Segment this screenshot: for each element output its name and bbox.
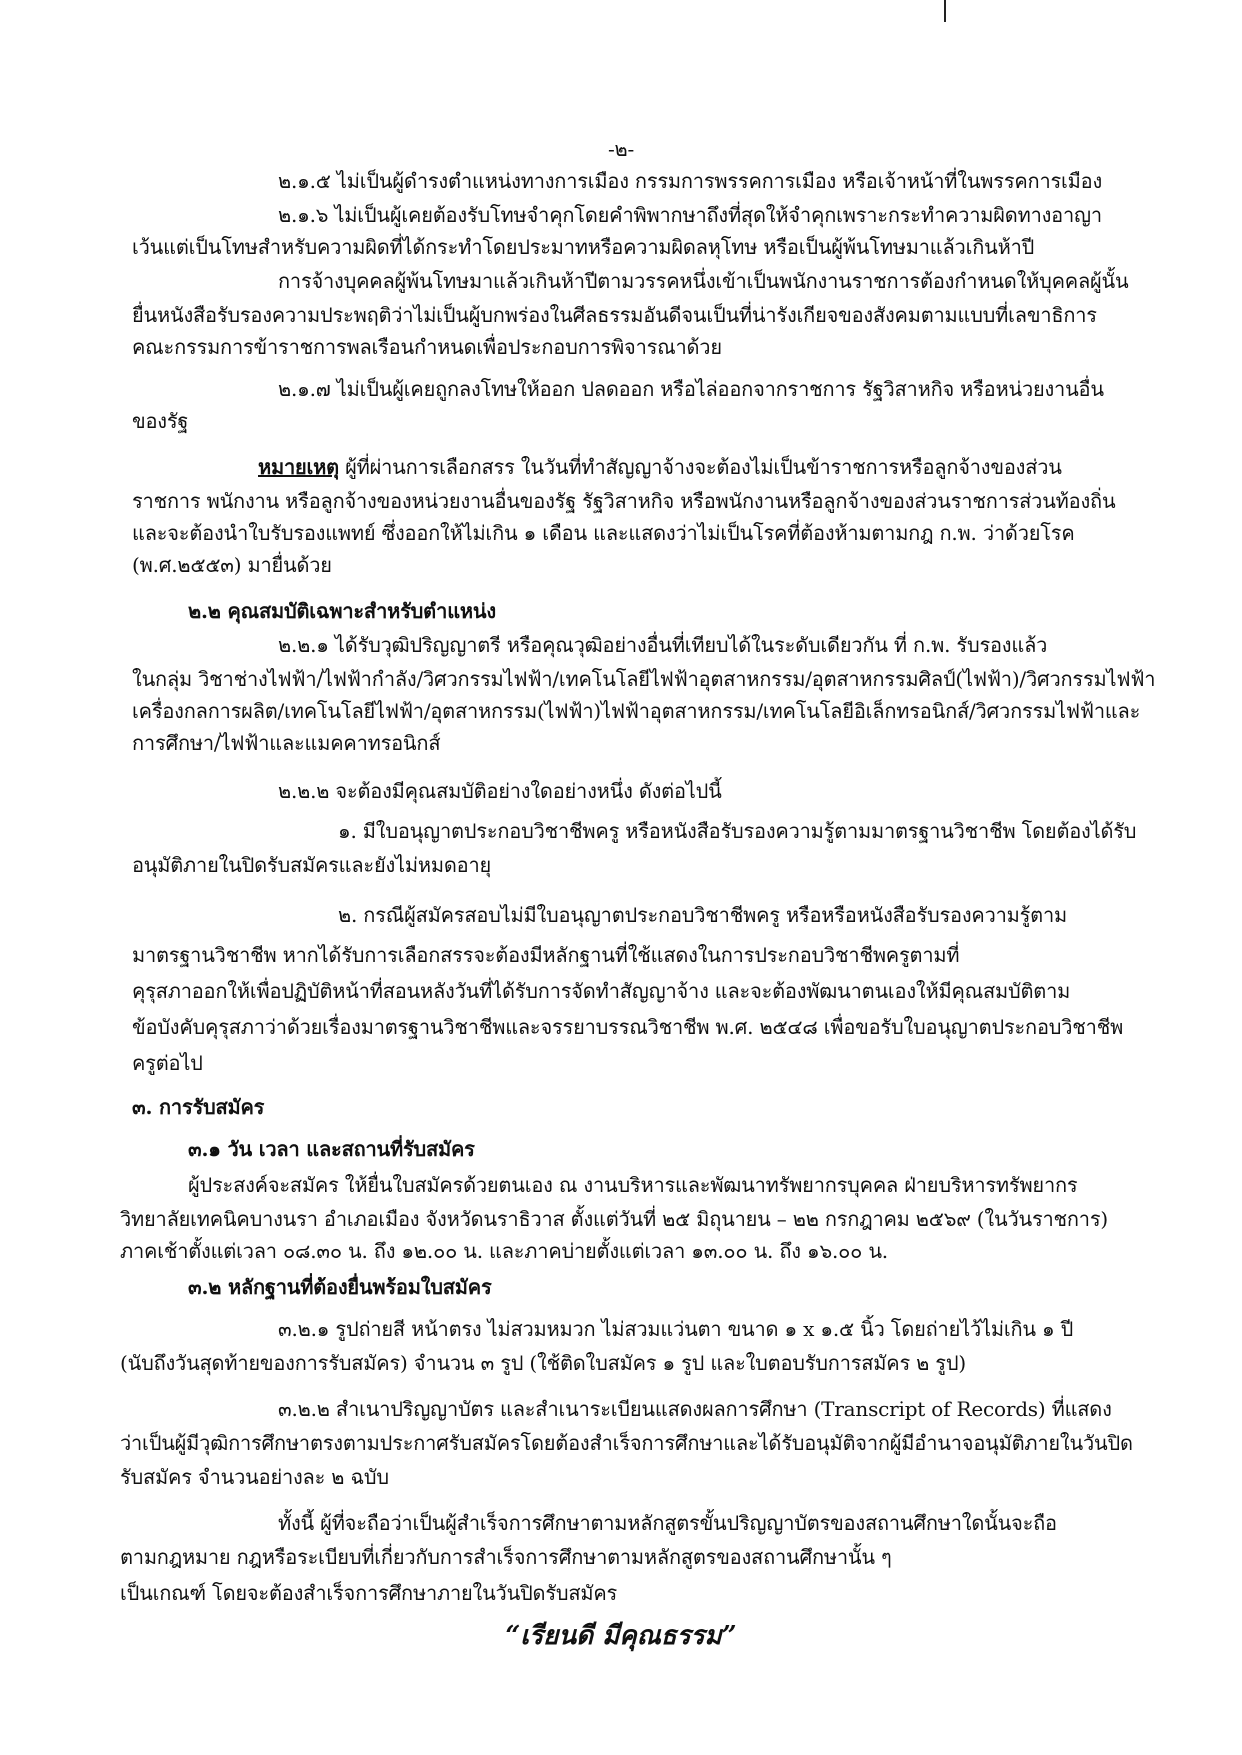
note-cont: ราชการ พนักงาน หรือลูกจ้างของหน่วยงานอื่นของรัฐ รัฐวิสาหกิจ หรือพนักงานหรือลูกจ้างของส่วนราชการส่วนท้องถิ่น bbox=[132, 489, 1116, 513]
item-3-1-text: ผู้ประสงค์จะสมัคร ให้ยื่นใบสมัครด้วยตนเอง ณ งานบริหารและพัฒนาทรัพยากรบุคคล ฝ่ายบริหารทรัพยากร bbox=[188, 1173, 1078, 1197]
item-2-2-1-cont: เครื่องกลการผลิต/เทคโนโลยีไฟฟ้า/อุตสาหกรรม(ไฟฟ้า)ไฟฟ้าอุตสาหกรรม/เทคโนโลยีอิเล็กทรอนิกส์/วิศวกรรมไฟฟ้าและ bbox=[132, 699, 1141, 723]
paragraph-line: การจ้างบุคคลผู้พ้นโทษมาแล้วเกินห้าปีตามวรรคหนึ่งเข้าเป็นพนักงานราชการต้องกำหนดให้บุคคลผู้นั้น bbox=[278, 269, 1129, 293]
heading-2-2: ๒.๒ คุณสมบัติเฉพาะสำหรับตำแหน่ง bbox=[188, 599, 496, 623]
item-3-2-2: ๓.๒.๒ สำเนาปริญญาบัตร และสำเนาระเบียนแสดงผลการศึกษา (Transcript of Records) ที่แสดง bbox=[278, 1397, 1112, 1421]
item-3-2-1-cont: (นับถึงวันสุดท้ายของการรับสมัคร) จำนวน ๓ รูป (ใช้ติดใบสมัคร ๑ รูป และใบตอบรับการสมัคร ๒ รูป) bbox=[120, 1351, 966, 1375]
closing-paragraph-cont: ตามกฎหมาย กฎหรือระเบียบที่เกี่ยวกับการสำเร็จการศึกษาตามหลักสูตรของสถานศึกษานั้น ๆ bbox=[120, 1545, 892, 1569]
sub-item-1-cont: อนุมัติภายในปิดรับสมัครและยังไม่หมดอายุ bbox=[132, 853, 491, 877]
item-2-1-6: ๒.๑.๖ ไม่เป็นผู้เคยต้องรับโทษจำคุกโดยคำพิพากษาถึงที่สุดให้จำคุกเพราะกระทำความผิดทางอาญา bbox=[278, 203, 1102, 227]
sub-item-2-cont: ข้อบังคับคุรุสภาว่าด้วยเรื่องมาตรฐานวิชาชีพและจรรยาบรรณวิชาชีพ พ.ศ. ๒๕๔๘ เพื่อขอรับใบอนุญาตประกอบวิชาชีพ bbox=[132, 1015, 1124, 1039]
note-label: หมายเหตุ bbox=[258, 455, 339, 479]
sub-item-2-cont: คุรุสภาออกให้เพื่อปฏิบัติหน้าที่สอนหลังวันที่ได้รับการจัดทำสัญญาจ้าง และจะต้องพัฒนาตนเองให้มีคุณสมบัติตาม bbox=[132, 979, 1071, 1003]
item-2-2-2: ๒.๒.๒ จะต้องมีคุณสมบัติอย่างใดอย่างหนึ่ง ดังต่อไปนี้ bbox=[278, 779, 722, 803]
motto: “เรียนดี มีคุณธรรม” bbox=[505, 1621, 737, 1651]
item-2-2-1-cont: ในกลุ่ม วิชาช่างไฟฟ้า/ไฟฟ้ากำลัง/วิศวกรรมไฟฟ้า/เทคโนโลยีไฟฟ้าอุตสาหกรรม/อุตสาหกรรมศิลป์(ไฟฟ้า)/วิศวกรรมไฟฟ้า bbox=[132, 667, 1156, 691]
closing-paragraph-cont: เป็นเกณฑ์ โดยจะต้องสำเร็จการศึกษาภายในวันปิดรับสมัคร bbox=[120, 1581, 618, 1605]
item-2-1-6-cont: เว้นแต่เป็นโทษสำหรับความผิดที่ได้กระทำโดยประมาทหรือความผิดลหุโทษ หรือเป็นผู้พ้นโทษมาแล้วเกินห้าปี bbox=[132, 235, 1035, 259]
heading-3-2: ๓.๒ หลักฐานที่ต้องยื่นพร้อมใบสมัคร bbox=[188, 1275, 492, 1299]
closing-paragraph: ทั้งนี้ ผู้ที่จะถือว่าเป็นผู้สำเร็จการศึกษาตามหลักสูตรขั้นปริญญาบัตรของสถานศึกษาใดนั้นจะถือ bbox=[278, 1511, 1057, 1535]
sub-item-2: ๒. กรณีผู้สมัครสอบไม่มีใบอนุญาตประกอบวิชาชีพครู หรือหรือหนังสือรับรองความรู้ตาม bbox=[338, 903, 1067, 927]
paragraph-line: ยื่นหนังสือรับรองความประพฤติว่าไม่เป็นผู้บกพร่องในศีลธรรมอันดีจนเป็นที่น่ารังเกียจของสังคมตามแบบที่เลขาธิการ bbox=[132, 303, 1097, 327]
item-3-2-1: ๓.๒.๑ รูปถ่ายสี หน้าตรง ไม่สวมหมวก ไม่สวมแว่นตา ขนาด ๑ x ๑.๕ นิ้ว โดยถ่ายไว้ไม่เกิน ๑ ปี bbox=[278, 1317, 1074, 1341]
item-2-2-1-cont: การศึกษา/ไฟฟ้าและแมคคาทรอนิกส์ bbox=[132, 731, 441, 755]
sub-item-2-cont: ครูต่อไป bbox=[132, 1051, 203, 1075]
item-3-1-cont: ภาคเช้าตั้งแต่เวลา ๐๘.๓๐ น. ถึง ๑๒.๐๐ น. และภาคบ่ายตั้งแต่เวลา ๑๓.๐๐ น. ถึง ๑๖.๐๐ น. bbox=[120, 1239, 888, 1263]
item-2-1-7-cont: ของรัฐ bbox=[132, 409, 189, 433]
sub-item-2-cont: มาตรฐานวิชาชีพ หากได้รับการเลือกสรรจะต้องมีหลักฐานที่ใช้แสดงในการประกอบวิชาชีพครูตามที่ bbox=[132, 943, 960, 967]
heading-3-1: ๓.๑ วัน เวลา และสถานที่รับสมัคร bbox=[188, 1137, 475, 1161]
note-text: ผู้ที่ผ่านการเลือกสรร ในวันที่ทำสัญญาจ้างจะต้องไม่เป็นข้าราชการหรือลูกจ้างของส่วน bbox=[345, 455, 1062, 479]
note-cont: (พ.ศ.๒๕๕๓) มายื่นด้วย bbox=[132, 553, 332, 577]
note-cont: และจะต้องนำใบรับรองแพทย์ ซึ่งออกให้ไม่เกิน ๑ เดือน และแสดงว่าไม่เป็นโรคที่ต้องห้ามตามกฎ ก.พ. ว่าด้วยโรค bbox=[132, 521, 1075, 545]
item-2-2-1: ๒.๒.๑ ได้รับวุฒิปริญญาตรี หรือคุณวุฒิอย่างอื่นที่เทียบได้ในระดับเดียวกัน ที่ ก.พ. รับรองแล้ว bbox=[278, 633, 1048, 657]
scan-edge-mark bbox=[944, 0, 946, 22]
item-2-1-5: ๒.๑.๕ ไม่เป็นผู้ดำรงตำแหน่งทางการเมือง กรรมการพรรคการเมือง หรือเจ้าหน้าที่ในพรรคการเมือง bbox=[278, 169, 1103, 193]
item-3-2-2-cont: รับสมัคร จำนวนอย่างละ ๒ ฉบับ bbox=[120, 1465, 389, 1489]
item-2-1-7: ๒.๑.๗ ไม่เป็นผู้เคยถูกลงโทษให้ออก ปลดออก หรือไล่ออกจากราชการ รัฐวิสาหกิจ หรือหน่วยงานอื่น bbox=[278, 377, 1104, 401]
sub-item-1: ๑. มีใบอนุญาตประกอบวิชาชีพครู หรือหนังสือรับรองความรู้ตามมาตรฐานวิชาชีพ โดยต้องได้รับ bbox=[338, 819, 1137, 843]
item-3-1-cont: วิทยาลัยเทคนิคบางนรา อำเภอเมือง จังหวัดนราธิวาส ตั้งแต่วันที่ ๒๕ มิถุนายน – ๒๒ กรกฎาคม ๒๕๖๙ (ในวันราชการ) bbox=[120, 1207, 1108, 1231]
page-number: -๒- bbox=[607, 137, 635, 161]
item-3-2-2-cont: ว่าเป็นผู้มีวุฒิการศึกษาตรงตามประกาศรับสมัครโดยต้องสำเร็จการศึกษาและได้รับอนุมัติจากผู้มีอำนาจอนุมัติภายในวันปิด bbox=[120, 1431, 1133, 1455]
note-line bbox=[258, 452, 1062, 482]
heading-3: ๓. การรับสมัคร bbox=[132, 1095, 265, 1119]
paragraph-line: คณะกรรมการข้าราชการพลเรือนกำหนดเพื่อประกอบการพิจารณาด้วย bbox=[132, 335, 722, 359]
